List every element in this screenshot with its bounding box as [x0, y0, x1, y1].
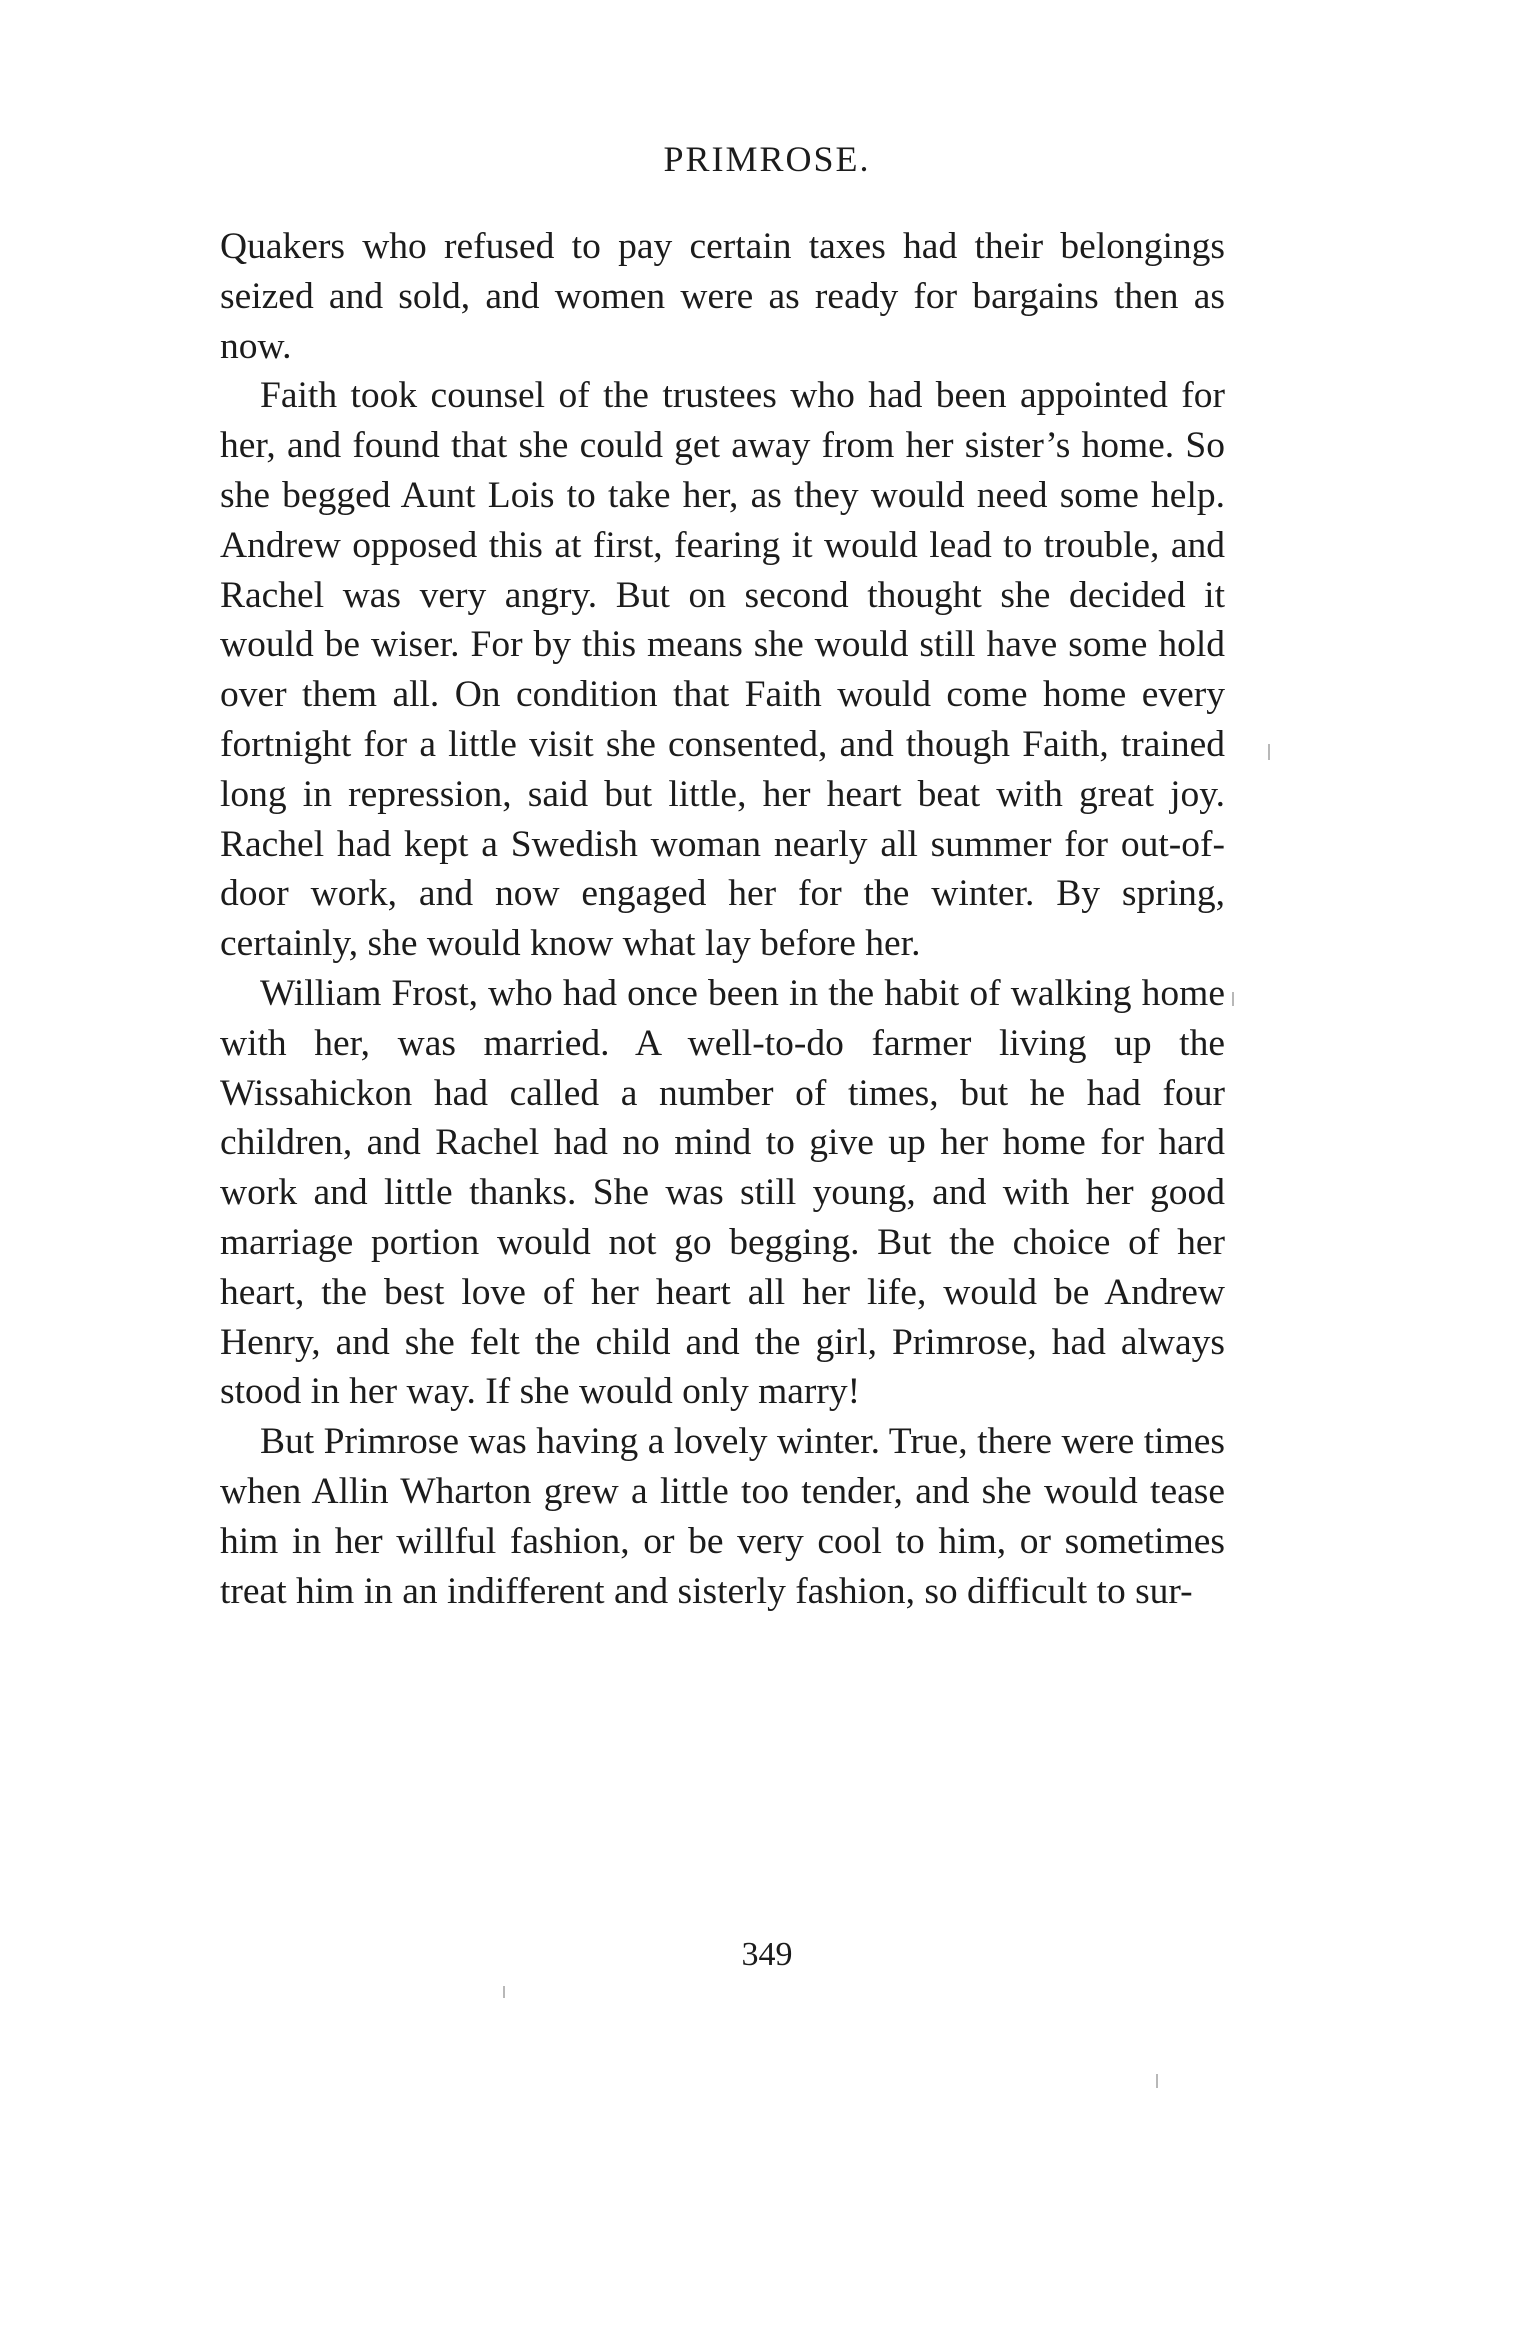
- scan-speck: [1268, 744, 1270, 760]
- paragraph-2: Faith took counsel of the trustees who had been appointed for her, and found that she could get away from her sister’s home. So she begged Aunt Lois to take her, as they would need some help. Andrew opposed this at first, fearing it would lead to trouble, and Rachel was very angry. But on second thought she decided it would be wiser. For by this means she would still have some hold over them all. On condition that Faith would come home every fortnight for a little visit she consented, and though Faith, trained long in repression, said but little, her heart beat with great joy. Rachel had kept a Swedish woman nearly all summer for out-of-door work, and now engaged her for the winter. By spring, certainly, she would know what lay before her.: [220, 375, 1225, 965]
- paragraph-4: But Primrose was having a lovely winter. True, there were times when Allin Wharton grew a little too tender, and she would tease him in her willful fashion, or be very cool to him, or sometimes treat him in an indifferent and sisterly fashion, so difficult to sur-: [220, 1421, 1225, 1612]
- paragraph-3: William Frost, who had once been in the habit of walking home with her, was married. A well-to-do farmer living up the Wissahickon had called a number of times, but he had four children, and Rachel had no mind to give up her home for hard work and little thanks. She was still young, and with her good marriage portion would not go begging. But the choice of her heart, the best love of her heart all her life, would be Andrew Henry, and she felt the child and the girl, Primrose, had always stood in her way. If she would only marry!: [220, 972, 1225, 1413]
- paragraph-1: Quakers who refused to pay certain taxes had their belongings seized and sold, and women were as ready for bargains then as now.: [220, 226, 1225, 367]
- scan-speck: [503, 1986, 505, 1998]
- page-number: 349: [741, 1936, 793, 1973]
- scan-speck: [1156, 2074, 1158, 2088]
- scan-speck: [1232, 992, 1234, 1006]
- running-title: PRIMROSE.: [663, 139, 871, 179]
- body-text: [220, 222, 1225, 1616]
